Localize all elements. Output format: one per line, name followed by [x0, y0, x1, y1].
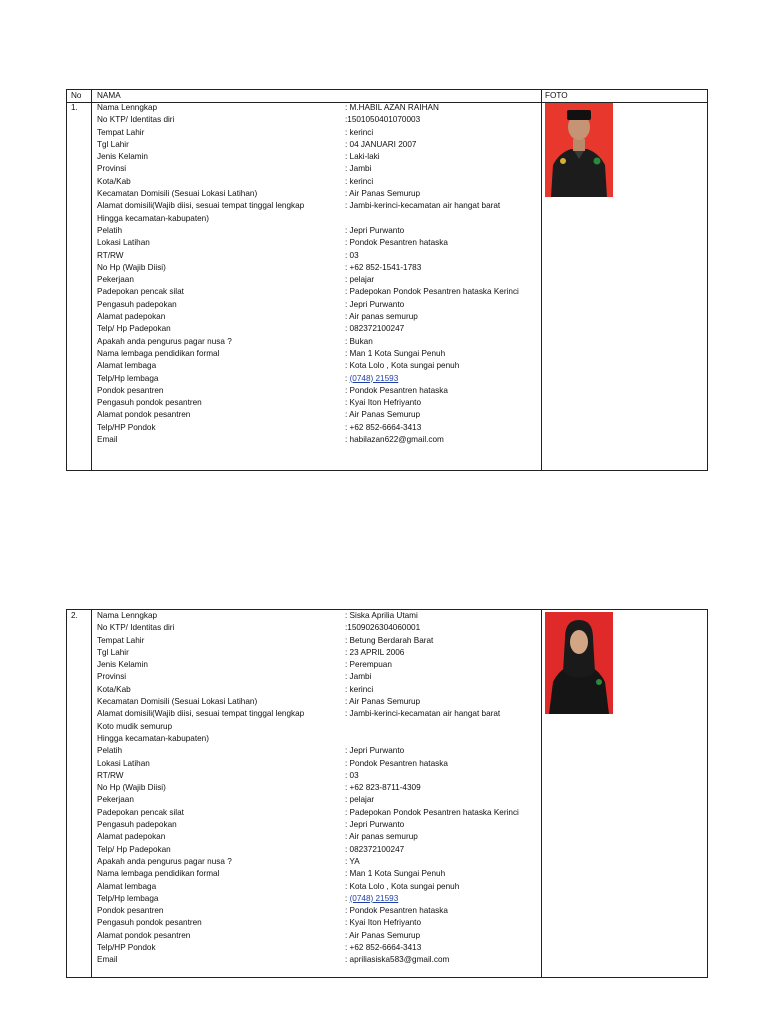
- field-row: [97, 893, 545, 905]
- field-value: [345, 422, 421, 434]
- field-value-text: : Jambi: [345, 164, 372, 174]
- field-value: [345, 311, 418, 323]
- field-value: [345, 237, 448, 249]
- record-number: 1.: [71, 103, 78, 112]
- field-label: Provinsi: [97, 672, 127, 682]
- field-row: [97, 102, 545, 114]
- field-label: No Hp (Wajib Diisi): [97, 783, 166, 793]
- field-label: Pekerjaan: [97, 795, 134, 805]
- field-label: Pondok pesantren: [97, 385, 164, 395]
- field-value-text: : Pondok Pesantren hataska: [345, 758, 448, 768]
- field-label: Pengasuh padepokan: [97, 820, 177, 830]
- field-label: Kota/Kab: [97, 684, 131, 694]
- field-value: [345, 745, 404, 757]
- field-row: [97, 782, 545, 794]
- field-value: [345, 225, 404, 237]
- field-value: [345, 708, 500, 720]
- field-value-text: : Kyai Iton Hefriyanto: [345, 918, 421, 928]
- field-row: [97, 622, 545, 634]
- field-label: Apakah anda pengurus pagar nusa ?: [97, 336, 232, 346]
- phone-link[interactable]: (0748) 21593: [349, 373, 399, 383]
- field-row: [97, 942, 545, 954]
- field-value-text: : M.HABIL AZAN RAIHAN: [345, 103, 439, 112]
- field-value-text: : Padepokan Pondok Pesantren hataska Kerinci: [345, 287, 519, 297]
- field-row: [97, 262, 545, 274]
- field-value-text: : kerinci: [345, 684, 374, 694]
- field-label: Alamat padepokan: [97, 312, 166, 322]
- field-label: Apakah anda pengurus pagar nusa ?: [97, 856, 232, 866]
- field-row: [97, 635, 545, 647]
- field-label: Hingga kecamatan-kabupaten): [97, 733, 209, 743]
- field-value: [345, 684, 373, 696]
- field-row: [97, 671, 545, 683]
- field-value: [345, 348, 445, 360]
- field-value: [345, 434, 444, 446]
- field-value: [345, 659, 392, 671]
- field-row: [97, 139, 545, 151]
- field-value-text: : +62 852-6664-3413: [345, 422, 422, 432]
- field-label: Jenis Kelamin: [97, 660, 148, 670]
- field-value-text: : Kota Lolo , Kota sungai penuh: [345, 881, 460, 891]
- field-label: Lokasi Latihan: [97, 758, 150, 768]
- field-label: Telp/Hp lembaga: [97, 893, 159, 903]
- header-foto: FOTO: [545, 91, 568, 100]
- field-row: [97, 409, 545, 421]
- field-value-text: : pelajar: [345, 275, 375, 285]
- field-value: [345, 163, 371, 175]
- field-value: [345, 262, 421, 274]
- field-label: Nama Lenngkap: [97, 103, 158, 112]
- field-value-text: : 23 APRIL 2006: [345, 647, 405, 657]
- field-label: Email: [97, 955, 118, 965]
- field-row: [97, 758, 545, 770]
- field-value: [345, 917, 421, 929]
- field-value-text: : Jepri Purwanto: [345, 299, 405, 309]
- field-row: [97, 286, 545, 298]
- record-number: 2.: [71, 611, 78, 620]
- field-value-text: : Man 1 Kota Sungai Penuh: [345, 348, 446, 358]
- field-label: Nama lembaga pendidikan formal: [97, 869, 220, 879]
- field-value: [345, 671, 371, 683]
- field-label: RT/RW: [97, 770, 124, 780]
- field-value-text: :: [345, 893, 350, 903]
- field-value-text: : Laki-laki: [345, 152, 380, 162]
- field-label: Alamat pondok pesantren: [97, 930, 191, 940]
- field-value-text: : Jambi: [345, 672, 372, 682]
- header-nama: NAMA: [97, 91, 121, 100]
- field-row: [97, 831, 545, 843]
- field-label: Provinsi: [97, 164, 127, 174]
- field-value-text: : 03: [345, 250, 359, 260]
- field-value: [345, 409, 420, 421]
- field-row: [97, 696, 545, 708]
- field-value: [345, 151, 380, 163]
- field-row: [97, 237, 545, 249]
- field-value: [345, 782, 421, 794]
- field-label: Pondok pesantren: [97, 906, 164, 916]
- field-row: [97, 250, 545, 262]
- field-value-text: : Jepri Purwanto: [345, 746, 405, 756]
- field-value: [345, 770, 359, 782]
- record-fields: [97, 102, 545, 446]
- field-value-text: : kerinci: [345, 127, 374, 137]
- field-value: [345, 930, 420, 942]
- field-label: Pengasuh padepokan: [97, 299, 177, 309]
- field-value-text: : Kota Lolo , Kota sungai penuh: [345, 361, 460, 371]
- field-label: Alamat lembaga: [97, 881, 157, 891]
- field-row: [97, 434, 545, 446]
- member-table-2: [66, 609, 708, 978]
- field-label: Lokasi Latihan: [97, 238, 150, 248]
- member-table-1: [66, 89, 708, 471]
- field-value: [345, 336, 373, 348]
- field-label: Alamat domisili(Wajib diisi, sesuai tempat tinggal lengkap: [97, 201, 305, 211]
- field-row: [97, 360, 545, 372]
- field-value: [345, 622, 420, 634]
- member-photo: [545, 103, 613, 197]
- field-label: Hingga kecamatan-kabupaten): [97, 213, 209, 223]
- field-row: [97, 151, 545, 163]
- field-row: [97, 385, 545, 397]
- field-row: [97, 954, 545, 966]
- field-label: Telp/Hp lembaga: [97, 373, 159, 383]
- field-row: [97, 176, 545, 188]
- field-value-text: : Air panas semurup: [345, 832, 418, 842]
- field-label: Alamat padepokan: [97, 832, 166, 842]
- field-value-text: : Air panas semurup: [345, 312, 418, 322]
- field-row: [97, 163, 545, 175]
- member-photo: [545, 612, 613, 714]
- field-value-text: : Bukan: [345, 336, 373, 346]
- field-value: [345, 758, 448, 770]
- field-value-text: : 082372100247: [345, 844, 405, 854]
- field-value: [345, 868, 445, 880]
- field-label: No KTP/ Identitas diri: [97, 115, 175, 125]
- field-value: [345, 176, 373, 188]
- field-value: [345, 610, 418, 622]
- field-label: Telp/ Hp Padepokan: [97, 844, 171, 854]
- field-label: Alamat domisili(Wajib diisi, sesuai tempat tinggal lengkap: [97, 709, 305, 719]
- field-row: [97, 868, 545, 880]
- field-label: RT/RW: [97, 250, 124, 260]
- field-row: [97, 844, 545, 856]
- field-value-text: :: [345, 373, 350, 383]
- field-value-text: : 03: [345, 770, 359, 780]
- field-label: Tgl Lahir: [97, 647, 129, 657]
- field-label: Tempat Lahir: [97, 635, 145, 645]
- field-row: [97, 794, 545, 806]
- field-label: No KTP/ Identitas diri: [97, 623, 175, 633]
- field-label: Telp/HP Pondok: [97, 943, 156, 953]
- field-value-text: : Air Panas Semurup: [345, 930, 421, 940]
- field-value-text: : +62 852-6664-3413: [345, 943, 422, 953]
- header-no: No: [71, 91, 82, 100]
- field-row: [97, 422, 545, 434]
- record-fields: [97, 610, 545, 967]
- field-row: [97, 373, 545, 385]
- field-value: [345, 274, 374, 286]
- field-label: Pekerjaan: [97, 275, 134, 285]
- field-value-text: : Siska Aprilia Utami: [345, 611, 418, 620]
- field-row: [97, 905, 545, 917]
- field-row: [97, 610, 545, 622]
- field-label: No Hp (Wajib Diisi): [97, 262, 166, 272]
- field-row: [97, 856, 545, 868]
- field-value-text: : Air Panas Semurup: [345, 189, 421, 199]
- field-value: [345, 286, 519, 298]
- field-value: [345, 635, 433, 647]
- field-value-text: : kerinci: [345, 176, 374, 186]
- field-value-text: : Pondok Pesantren hataska: [345, 906, 448, 916]
- field-value-text: : Perempuan: [345, 660, 392, 670]
- field-value: [345, 893, 398, 905]
- field-row: [97, 336, 545, 348]
- field-value-text: : Jambi-kerinci-kecamatan air hangat barat: [345, 201, 501, 211]
- field-value-text: : +62 852-1541-1783: [345, 262, 422, 272]
- field-row: [97, 323, 545, 335]
- field-label: Tgl Lahir: [97, 139, 129, 149]
- field-label: Pengasuh pondok pesantren: [97, 398, 202, 408]
- field-label: Email: [97, 435, 118, 445]
- field-label: Koto mudik semurup: [97, 721, 173, 731]
- field-value: [345, 188, 420, 200]
- field-row: [97, 930, 545, 942]
- field-label: Telp/HP Pondok: [97, 422, 156, 432]
- field-value: [345, 831, 418, 843]
- field-label: Nama Lenngkap: [97, 611, 158, 620]
- field-row: [97, 114, 545, 126]
- field-value: [345, 397, 421, 409]
- field-row: [97, 213, 545, 225]
- field-value-text: : 082372100247: [345, 324, 405, 334]
- phone-link[interactable]: (0748) 21593: [349, 893, 399, 903]
- field-row: [97, 684, 545, 696]
- field-value: [345, 385, 448, 397]
- field-value: [345, 139, 416, 151]
- field-value: [345, 794, 374, 806]
- field-value-text: : Man 1 Kota Sungai Penuh: [345, 869, 446, 879]
- field-row: [97, 708, 545, 720]
- field-value-text: : Pondok Pesantren hataska: [345, 385, 448, 395]
- field-value: [345, 127, 373, 139]
- field-row: [97, 127, 545, 139]
- field-value-text: : Jepri Purwanto: [345, 820, 405, 830]
- field-label: Pelatih: [97, 225, 123, 235]
- field-value: [345, 819, 404, 831]
- field-row: [97, 311, 545, 323]
- field-label: Jenis Kelamin: [97, 152, 148, 162]
- field-row: [97, 659, 545, 671]
- field-value-text: :1509026304060001: [345, 623, 421, 633]
- field-value-text: : Padepokan Pondok Pesantren hataska Kerinci: [345, 807, 519, 817]
- field-value-text: : Pondok Pesantren hataska: [345, 238, 448, 248]
- field-row: [97, 807, 545, 819]
- field-value-text: :1501050401070003: [345, 115, 421, 125]
- field-row: [97, 348, 545, 360]
- field-value: [345, 954, 449, 966]
- field-label: Pengasuh pondok pesantren: [97, 918, 202, 928]
- field-value-text: : +62 823-8711-4309: [345, 783, 421, 793]
- field-label: Tempat Lahir: [97, 127, 145, 137]
- field-label: Telp/ Hp Padepokan: [97, 324, 171, 334]
- field-row: [97, 647, 545, 659]
- field-value: [345, 881, 459, 893]
- field-label: Alamat pondok pesantren: [97, 410, 191, 420]
- field-label: Kecamatan Domisili (Sesuai Lokasi Latihan): [97, 697, 258, 707]
- field-value-text: : habilazan622@gmail.com: [345, 435, 444, 445]
- field-value: [345, 905, 448, 917]
- field-row: [97, 917, 545, 929]
- field-value-text: : Betung Berdarah Barat: [345, 635, 434, 645]
- field-row: [97, 397, 545, 409]
- field-value: [345, 250, 359, 262]
- field-value-text: : pelajar: [345, 795, 375, 805]
- field-value-text: : 04 JANUARI 2007: [345, 139, 417, 149]
- field-row: [97, 200, 545, 212]
- field-label: Nama lembaga pendidikan formal: [97, 348, 220, 358]
- field-label: Padepokan pencak silat: [97, 287, 184, 297]
- field-value: [345, 102, 439, 114]
- field-value-text: : Air Panas Semurup: [345, 697, 421, 707]
- field-label: Pelatih: [97, 746, 123, 756]
- field-label: Padepokan pencak silat: [97, 807, 184, 817]
- field-value: [345, 373, 398, 385]
- field-value: [345, 942, 421, 954]
- field-row: [97, 299, 545, 311]
- field-row: [97, 721, 545, 733]
- field-row: [97, 770, 545, 782]
- field-value: [345, 807, 519, 819]
- field-value: [345, 856, 360, 868]
- field-value-text: : YA: [345, 856, 360, 866]
- field-value: [345, 844, 404, 856]
- field-row: [97, 188, 545, 200]
- field-value: [345, 696, 420, 708]
- field-label: Alamat lembaga: [97, 361, 157, 371]
- field-value: [345, 323, 404, 335]
- field-value-text: : apriliasiska583@gmail.com: [345, 955, 450, 965]
- field-value: [345, 299, 404, 311]
- field-row: [97, 274, 545, 286]
- field-row: [97, 745, 545, 757]
- field-value: [345, 200, 500, 212]
- field-value-text: : Air Panas Semurup: [345, 410, 421, 420]
- field-value-text: : Kyai Iton Hefriyanto: [345, 398, 421, 408]
- field-label: Kecamatan Domisili (Sesuai Lokasi Latihan): [97, 189, 258, 199]
- field-value-text: : Jepri Purwanto: [345, 225, 405, 235]
- field-value: [345, 647, 404, 659]
- field-label: Kota/Kab: [97, 176, 131, 186]
- field-value: [345, 114, 420, 126]
- field-value: [345, 360, 459, 372]
- field-row: [97, 819, 545, 831]
- field-row: [97, 881, 545, 893]
- field-row: [97, 225, 545, 237]
- field-value-text: : Jambi-kerinci-kecamatan air hangat barat: [345, 709, 501, 719]
- field-row: [97, 733, 545, 745]
